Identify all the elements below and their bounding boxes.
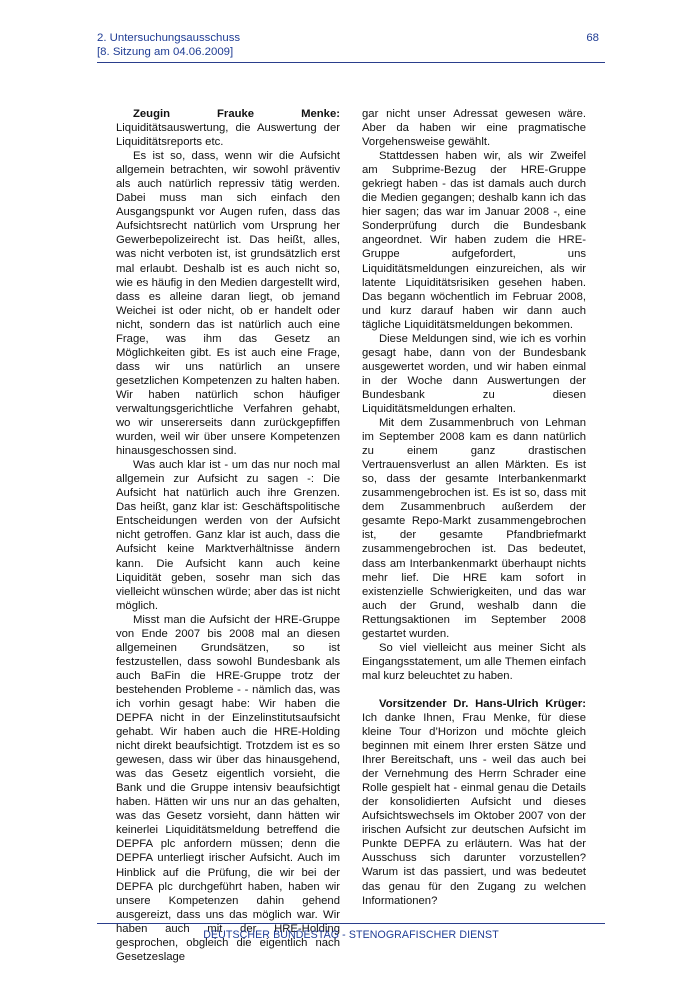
speaker-name: Vorsitzender Dr. Hans-Ulrich Krüger: (379, 697, 586, 710)
paragraph: So viel vielleicht aus meiner Sicht als Eingangsstatement, um alle Themen einfach mal kurz beleuchtet zu haben. (362, 641, 586, 682)
speaker-name: Zeugin Frauke Menke: (133, 108, 340, 120)
paragraph: Mit dem Zusammenbruch von Lehman im September 2008 kam es dann natürlich zu einem ganz drastischen Vertrauensverlust an allen Märkten. Es ist so, dass der gesamte Interbankenmarkt zusammengebrochen ist. Es ist so, dass mit dem Zusammenbruch außerdem der gesamte Repo-Markt zusammengebrochen ist, der gesamte Pfandbriefmarkt zusammengebrochen ist. Das bedeutet, dass am Interbankenmarkt überhaupt nichts mehr lief. Die HRE kam sofort in existenzielle Schwierigkeiten, und das war auch der Grund, weshalb dann die Rettungsaktionen im September 2008 gestartet wurden. (362, 417, 586, 640)
header-rule (97, 62, 605, 63)
paragraph: gar nicht unser Adressat gewesen wäre. Aber da haben wir eine pragmatische Vorgehensweise gewählt. (362, 108, 586, 149)
committee-title: 2. Untersuchungsausschuss (97, 32, 241, 44)
right-column (362, 107, 586, 908)
speech-text: Ich danke Ihnen, Frau Menke, für diese kleine Tour d’Horizon und möchte gleich beginnen mit einem Ihrer ersten Sätze und Ihrer Bereitschaft, uns - weil das auch bei der Vernehmung des Herrn Schrader eine Rolle gespielt hat - einmal genau die Details der konsolidierten Aufsicht und dieses Aufsichtswechsels im Oktober 2007 von der irischen Aufsicht zur deutschen Aufsicht im Punkte DEPFA zu erläutern. Was hat der Ausschuss sich darunter vorzustellen? Warum ist das passiert, und was bedeutet das genau für den Zugang zu welchen Informationen? (362, 711, 586, 907)
paragraph (116, 107, 340, 149)
left-column (116, 107, 340, 964)
page-number: 68 (586, 32, 599, 44)
paragraph: Es ist so, dass, wenn wir die Aufsicht allgemein betrachten, wir sowohl präventiv als auch natürlich repressiv tätig werden. Dabei muss man sich einfach den Ausgangspunkt vor Augen rufen, dass das Aufsichtsrecht natürlich vom Ursprung her Gewerbepolizeirecht ist. Das heißt, alles, was nicht verboten ist, ist grundsätzlich erst mal erlaubt. Deshalb ist es auch nicht so, wie es häufig in den Medien dargestellt wird, dass es alleine daran liegt, ob jemand Weichei ist oder nicht, ob er handelt oder nicht, sondern das ist natürlich auch eine Frage, was ihm das Gesetz an Möglichkeiten gibt. Es ist auch eine Frage, dass wir uns natürlich an unsere gesetzlichen Kompetenzen zu halten haben. Wir haben natürlich schon häufiger verwaltungsgerichtliche Verfahren gehabt, wo wir unsererseits dann zurückgepfiffen wurden, weil wir über unsere Kompetenzen hinausgeschossen sind. (116, 150, 340, 458)
footer-rule (97, 923, 605, 924)
paragraph: Stattdessen haben wir, als wir Zweifel am Subprime-Bezug der HRE-Gruppe gekriegt haben - das ist damals auch durch die Medien gegangen; deshalb kann ich das hier sagen; das war im Januar 2008 -, eine Sonderprüfung durch die Bundesbank angeordnet. Wir haben zudem die HRE-Gruppe aufgefordert, uns Liquiditätsmeldungen einzureichen, als wir latente Liquiditätsrisiken gesehen haben. Das begann wöchentlich im Februar 2008, und kurz darauf haben wir dann auch tägliche Liquiditätsmeldungen bekommen. (362, 150, 586, 331)
paragraph (362, 697, 586, 908)
session-info: [8. Sitzung am 04.06.2009] (97, 46, 234, 58)
paragraph: Misst man die Aufsicht der HRE-Gruppe von Ende 2007 bis 2008 mal an diesen allgemeinen Grundsätzen, so ist festzustellen, dass sowohl Bundesbank als auch BaFin die HRE-Gruppe trotz der bestehenden Probleme - - nämlich das, was ich vorhin gesagt habe: Wir haben die DEPFA nicht in der Einzelinstitutsaufsicht gehabt. Wir haben auch die HRE-Holding nicht direkt beaufsichtigt. Trotzdem ist es so gewesen, dass wir über das hinausgehend, was das Gesetz eigentlich vorsieht, die Bank und die Gruppe intensiv beaufsichtigt haben. Hätten wir uns nur an das gehalten, was das Gesetz vorsieht, dann hätten wir keinerlei Liquiditätsmeldung betreffend die DEPFA plc anfordern müssen; denn die DEPFA unterliegt irischer Aufsicht. Auch im Hinblick auf die Prüfung, die wir bei der DEPFA plc durchgeführt haben, haben wir unsere Kompetenzen dahin gehend ausgereizt, dass uns das möglich war. Wir haben auch mit der HRE-Holding gesprochen, obgleich die eigentlich nach Gesetzeslage (116, 613, 340, 963)
paragraph: Diese Meldungen sind, wie ich es vorhin gesagt habe, dann von der Bundesbank ausgewertet worden, und wir haben einmal in der Woche dann Auswertungen der Bundesbank zu diesen Liquiditätsmeldungen erhalten. (362, 332, 586, 415)
page-footer: DEUTSCHER BUNDESTAG - STENOGRAFISCHER DIENST (203, 929, 499, 941)
speech-text: Liquiditätsauswertung, die Auswertung der Liquiditätsreports etc. (116, 122, 340, 149)
paragraph: Was auch klar ist - um das nur noch mal allgemein zur Aufsicht zu sagen -: Die Aufsicht hat natürlich auch ihre Grenzen. Das heißt, ganz klar ist: Geschäftspolitische Entscheidungen werden von der Aufsicht nicht getroffen. Ganz klar ist auch, dass die Aufsicht keine Marktverhältnisse ändern kann. Die Aufsicht kann auch keine Liquidität geben, sosehr man sich das vielleicht wünschen würde; aber das ist nicht möglich. (116, 459, 340, 612)
page-header (97, 31, 605, 59)
